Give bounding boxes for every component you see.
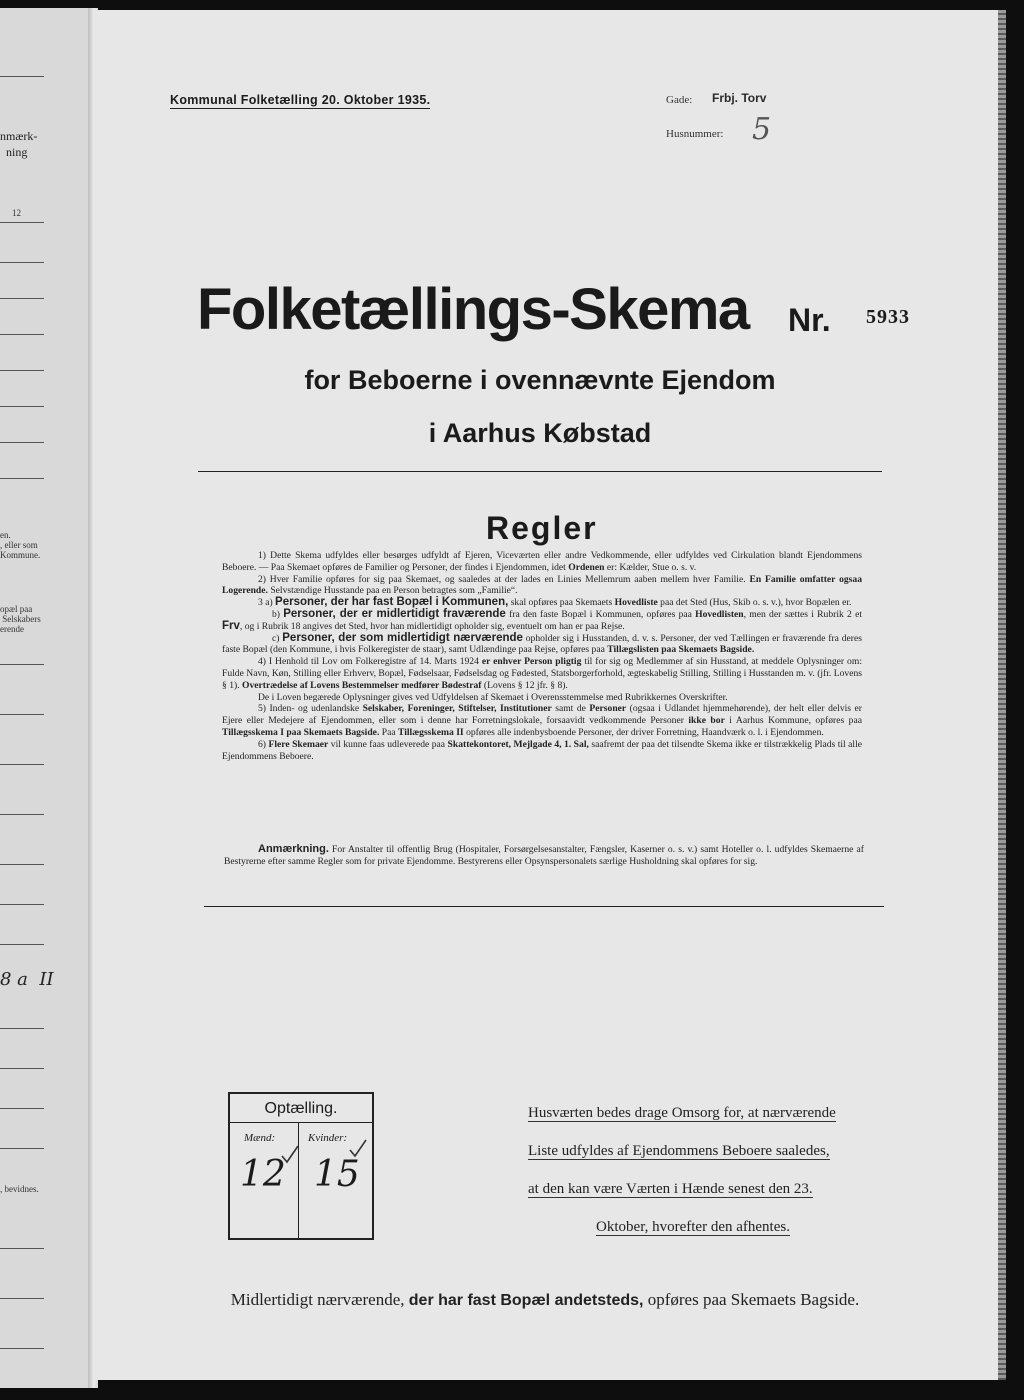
remark-section — [224, 844, 864, 868]
rule-paragraph-3a: 3 a) Personer, der har fast Bopæl i Kommunen, skal opføres paa Skemaets Hovedliste paa det Sted (Hus, Skib o. s. v.), hvor Bopælen er. — [258, 596, 852, 609]
left-page-rule — [0, 76, 44, 77]
count-box-title: Optælling. — [264, 1100, 338, 1117]
remark-label: Anmærkning. — [258, 843, 329, 855]
rule-paragraph-4-note: De i Loven begærede Oplysninger gives ved Udfyldelsen af Skemaet i Overensstemmelse med Rubrikkernes Overskrifter. — [258, 691, 728, 703]
rule-paragraph-3b: b) Personer, der er midlertidigt fraværende fra den faste Bopæl i Kommunen, opføres paa Hovedlisten, men der sættes i Rubrik 2 et Frv, og i Rubrik 18 angives det Sted, hvor han midlertidigt opholder sig, eventuelt om han er paa Rejse. — [222, 607, 862, 632]
remark-divider — [204, 906, 884, 907]
form-title: Folketællings-Skema — [197, 277, 749, 342]
census-header-title: Kommunal Folketælling 20. Oktober 1935. — [170, 93, 431, 107]
left-page-rule — [0, 944, 44, 945]
left-page-rule — [0, 298, 44, 299]
rules-heading: Regler — [486, 510, 598, 546]
form-number-label: Nr. — [788, 302, 831, 338]
left-page-rule — [0, 1248, 44, 1249]
street-label: Gade: — [666, 94, 693, 106]
left-page-rule — [0, 1028, 44, 1029]
footer-note: Midlertidigt nærværende, der har fast Bopæl andetsteds, opføres paa Skemaets Bagside. — [230, 1290, 860, 1309]
left-page-rule — [0, 1148, 44, 1149]
count-box — [228, 1092, 374, 1240]
form-number-value: 5933 — [866, 306, 910, 328]
form-subtitle-line2: i Aarhus Købstad — [428, 418, 652, 448]
house-number-label: Husnummer: — [666, 128, 724, 140]
women-count-label: Kvinder: — [308, 1132, 348, 1144]
rules-body — [222, 550, 862, 762]
rule-paragraph-2: 2) Hver Familie opføres for sig paa Skemaet, og saaledes at der lades en Linies Mellemrum aaben mellem hver Familie. En Familie omfatter ogsaa Logerende. Selvstændige Husstande paa en Person betragtes som „Familie“. — [222, 573, 862, 597]
title-divider — [198, 471, 882, 472]
street-value: Frbj. Torv — [712, 91, 767, 105]
landlord-notice — [528, 1094, 858, 1246]
left-page-fragment — [0, 8, 90, 1388]
left-page-text-fragment: en. , eller som Kommune. — [0, 530, 41, 560]
left-page-text-fragment: , bevidnes. — [0, 1184, 39, 1194]
left-page-rule — [0, 406, 44, 407]
left-page-rule — [0, 814, 44, 815]
rule-paragraph-6: 6) Flere Skemaer vil kunne faas udleverede paa Skattekontoret, Mejlgade 4, 1. Sal, saafremt der paa det tilsendte Skema ikke er tilstrækkelig Plads til alle Ejendommens Beboere. — [222, 738, 863, 762]
rule-paragraph-1: 1) Dette Skema udfyldes eller besørges udfyldt af Ejeren, Viceværten eller andre Vedkommende, eller udfyldes ved Cirkulation blandt Ejendommens Beboere. — Paa Skemaet opføres de Familier og Personer, der findes i Ejendommen, idet Ordenen er: Kælder, Stue o. s. v. — [222, 550, 862, 573]
left-page-rule — [0, 664, 44, 665]
rule-paragraph-5: 5) Inden- og udenlandske Selskaber, Foreninger, Stiftelser, Institutioner samt de Personer (ogsaa i Udlandet hjemmehørende), der helt eller delvis er Ejere eller Medejere af Ejendommen, eller som i denne har Forretningslokale, forsaavidt vedkommende Personer ikke bor i Aarhus Kommune, opføres paa Tillægsskema I paa Skemaets Bagside. Paa Tillægsskema II opføres alle indenbysboende Personer, der driver Forretning, Haandværk o. l. i Ejendommen. — [222, 703, 862, 738]
left-page-handwriting: 8 a II — [0, 969, 54, 990]
notice-line-3: at den kan være Værten i Hænde senest den 23. — [528, 1181, 813, 1197]
left-page-rule — [0, 1068, 44, 1069]
left-page-rule — [0, 262, 44, 263]
left-page-rule — [0, 1108, 44, 1109]
page-stack-edge — [998, 10, 1006, 1380]
left-page-rule — [0, 864, 44, 865]
left-page-rule — [0, 478, 44, 479]
notice-line-1: Husværten bedes drage Omsorg for, at nærværende — [528, 1105, 836, 1121]
count-box-divider — [230, 1122, 372, 1123]
notice-line-2: Liste udfyldes af Ejendommens Beboere saaledes, — [528, 1143, 830, 1159]
women-checkmark-icon — [348, 1138, 368, 1160]
left-page-rule — [0, 1348, 44, 1349]
left-page-rule — [0, 904, 44, 905]
rule-paragraph-4: 4) I Henhold til Lov om Folkeregistre af 14. Marts 1924 er enhver Person pligtig til for sig og Medlemmer af sin Husstand, at meddele Oplysninger om: Fulde Navn, Køn, Stilling eller Erhverv, Bopæl, Fødselsaar, Fødselsdag og Fødested, Statsborgerforhold, ægteskabelig Stilling, Stilling i Husstanden m. v. (jfr. Lovens § 1). Overtrædelse af Lovens Bestemmelser medfører Bødestraf (Lovens § 12 jfr. § 8). — [222, 656, 862, 691]
left-page-rule — [0, 334, 44, 335]
count-box-column-divider — [298, 1122, 299, 1238]
rule-paragraph-3c: c) Personer, der som midlertidigt nærværende opholder sig i Husstanden, d. v. s. Personer, der ved Tællingen er fraværende fra deres faste Bopæl (den Kommune, i hvis Folkeregister de staar), samt Udlændinge paa Rejse, opføres paa Tillægslisten paa Skemaets Bagside. — [222, 631, 862, 656]
men-count-value: 12 — [240, 1154, 286, 1195]
left-page-column-number: 12 — [12, 208, 21, 218]
left-page-text-fragment: opæl paa Selskabers erende — [0, 604, 41, 634]
form-subtitle-line1: for Beboerne i ovennævnte Ejendom — [304, 365, 776, 395]
notice-line-4: Oktober, hvorefter den afhentes. — [596, 1219, 790, 1235]
men-checkmark-icon — [280, 1144, 300, 1166]
left-page-rule — [0, 764, 44, 765]
left-page-rule — [0, 222, 44, 223]
women-count-value: 15 — [314, 1154, 360, 1195]
remark-text: For Anstalter til offentlig Brug (Hospitaler, Forsørgelsesanstalter, Fængsler, Kaserner o. s. v.) samt Hoteller o. l. udfyldes Skemaerne af Bestyrerne efter samme Regler som for private Ejendomme. Bestyrerens eller Opsynspersonalets særlige Husholdning skal opføres for sig. — [224, 844, 864, 867]
left-page-heading-fragment: nmærk- ning — [0, 129, 38, 159]
house-number-value: 5 — [752, 112, 772, 147]
left-page-rule — [0, 714, 44, 715]
men-count-label: Mænd: — [244, 1132, 276, 1144]
